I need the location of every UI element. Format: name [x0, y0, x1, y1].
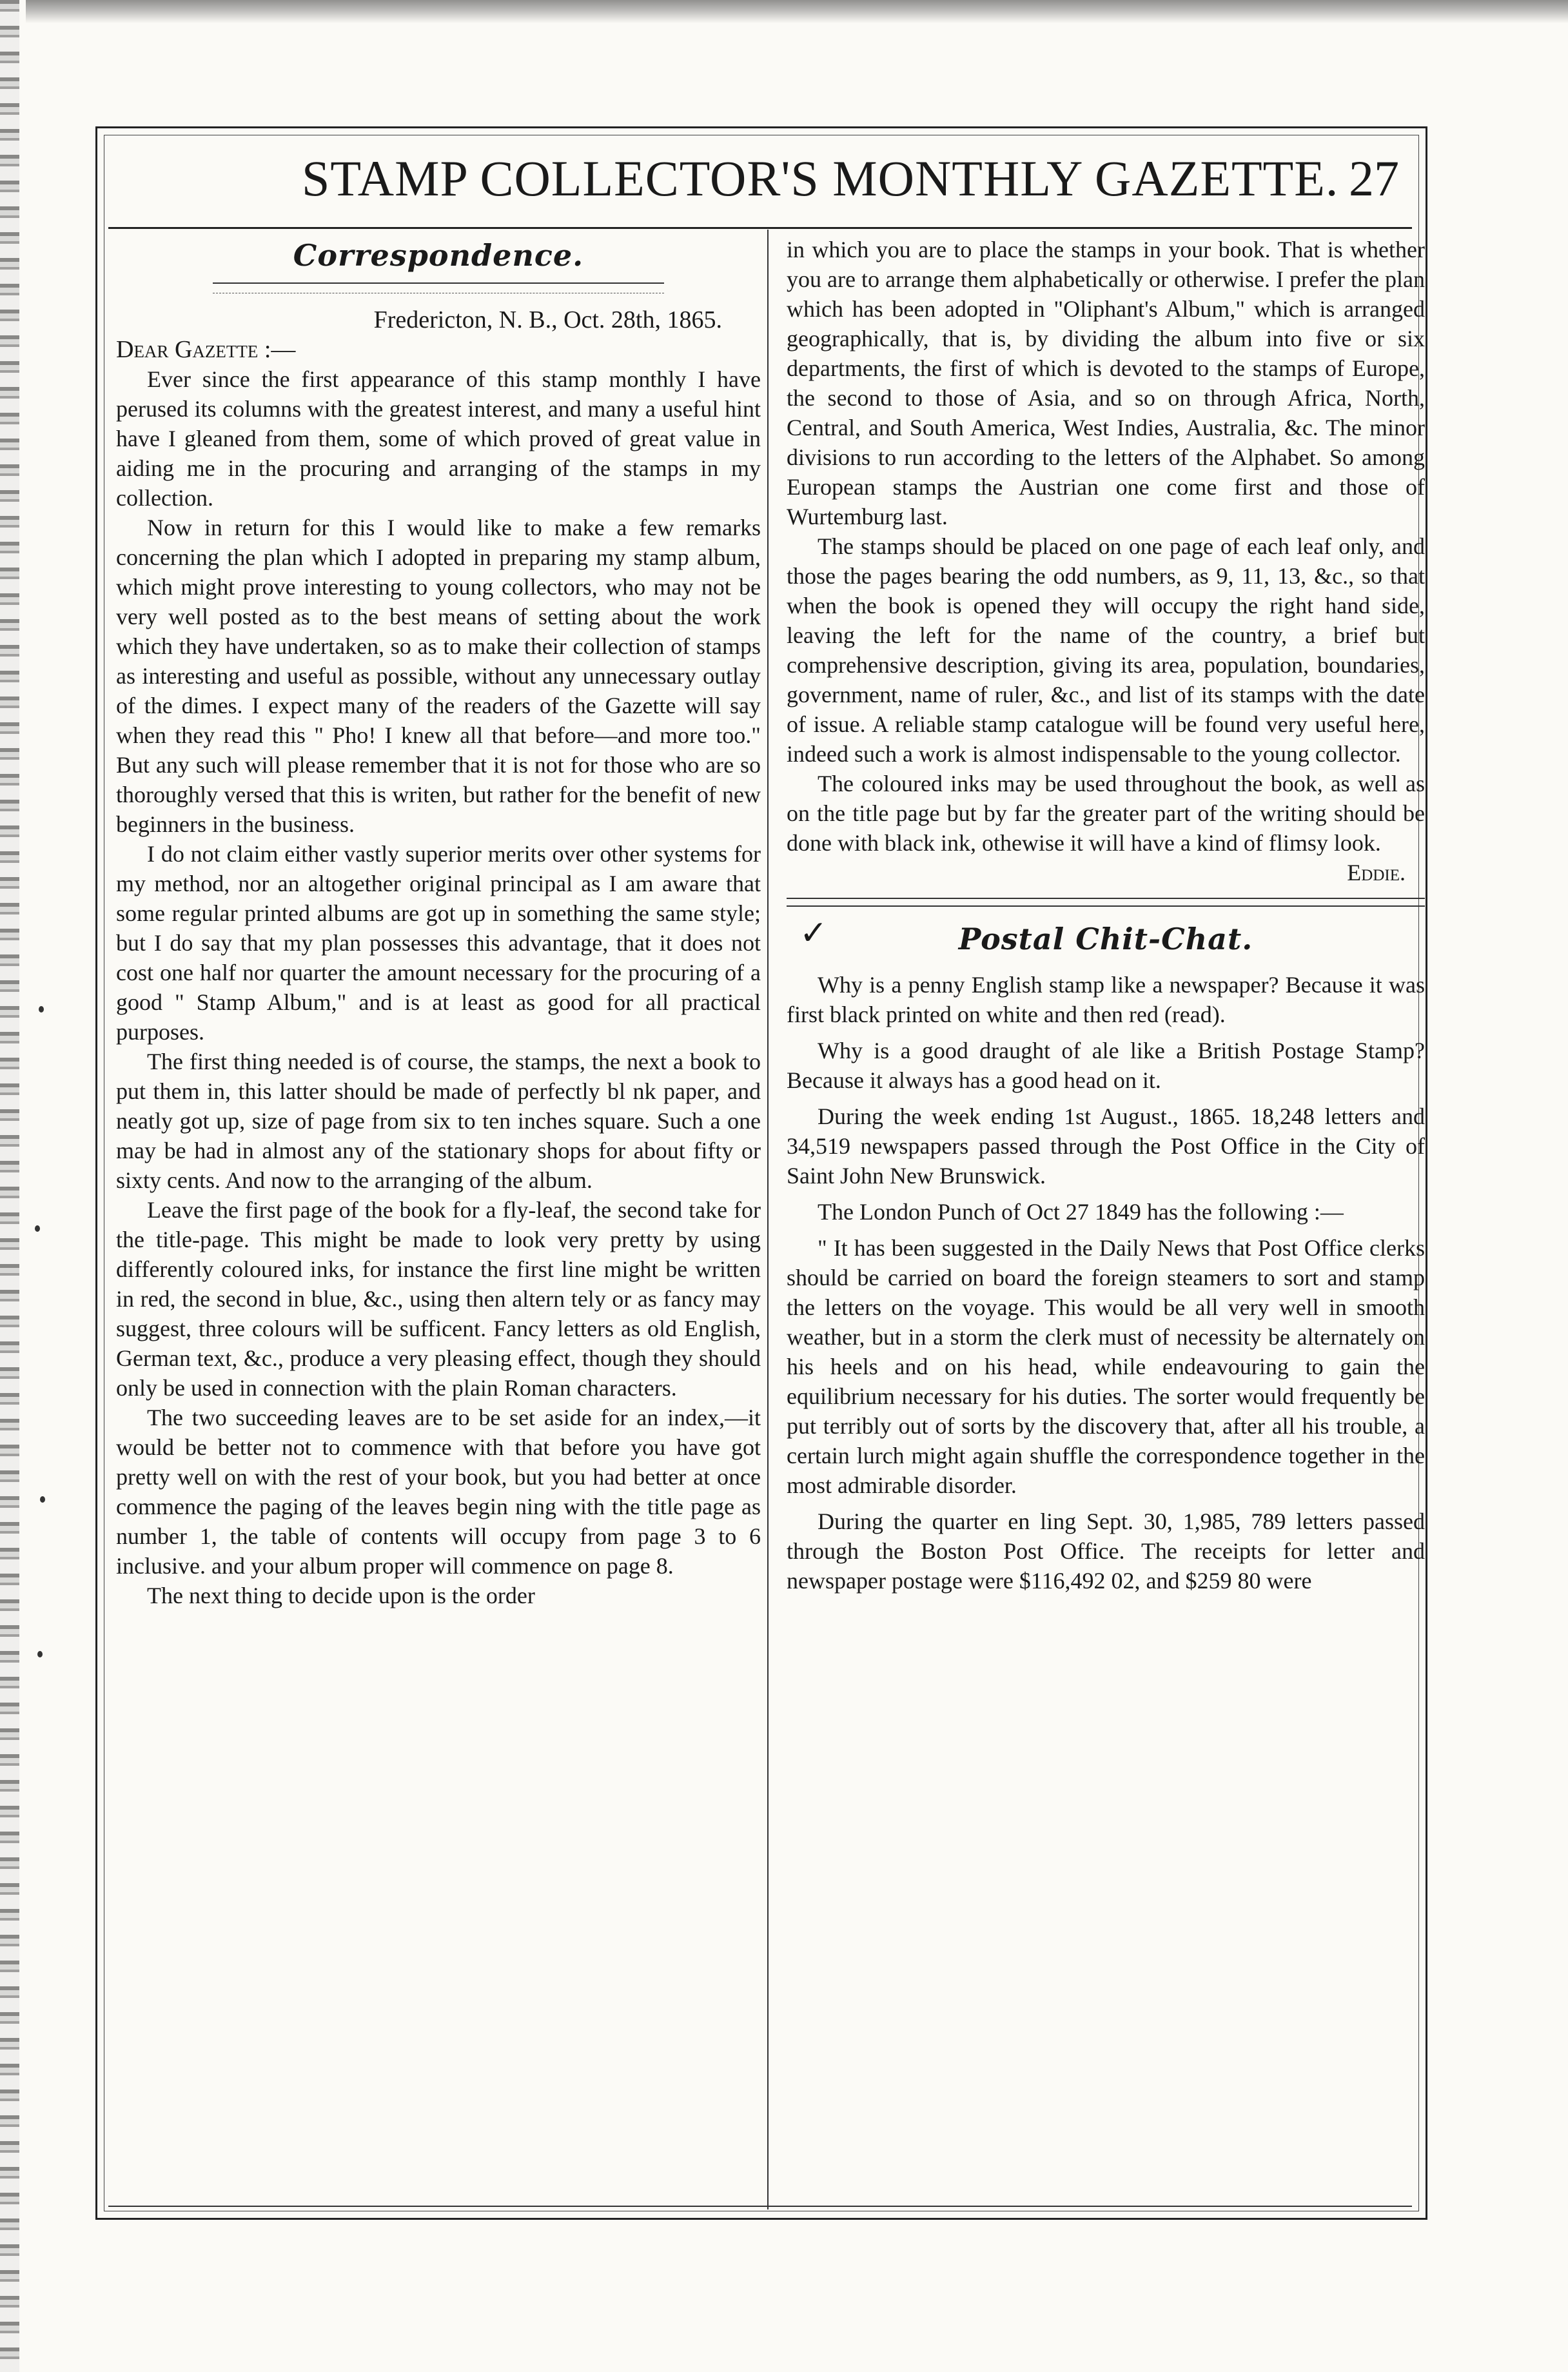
chitchat-quote: " It has been suggested in the Daily News that Post Office clerks should be carried on board the foreign steamers to sort and stamp the letters on the voyage. This would be all very well in smooth weather, but in a storm the clerk must of necessity be alternately on his heels and on his head, while endeavouring to gain the equilibrium necessary for his duties. The sorter would frequently be put terribly out of sorts by the discovery that, after all his trouble, a certain lurch might again shuffle the correspondence together in the most admirable disorder.	[787, 1235, 1425, 1498]
margin-speck	[40, 1496, 45, 1503]
letter-paragraph: The next thing to decide upon is the order	[147, 1583, 535, 1608]
letter-paragraph: I do not claim either vastly superior merits over other systems for my method, nor an altogether original principal as I am aware that some regular printed albums are got up in something the same style; but I do say that my plan possesses this advantage, that it does not cost one half nor quarter the amount necessary for the procuring of a good " Stamp Album," and is at least as good for all practical purposes.	[116, 841, 761, 1045]
letter-paragraph: The first thing needed is of course, the stamps, the next a book to put them in, this latter should be made of perfectly bl nk paper, and neatly got up, size of page from six to ten inches square. Such a one may be had in almost any of the stationary shops for about fifty or sixty cents. And now to the arranging of the album.	[116, 1049, 761, 1193]
letter-paragraph: Ever since the first appearance of this stamp monthly I have perused its columns with the greatest interest, and many a useful hint have I gleaned from them, some of which proved of great value in aiding me in the procuring and arranging of the stamps in my collection.	[116, 366, 761, 511]
letter-continued-paragraph: The stamps should be placed on one page of each leaf only, and those the pages bearing the odd numbers, as 9, 11, 13, &c., so that when the book is opened they will occupy the right hand side, leaving the left for the name of the country, a brief but comprehensive description, giving its area, population, boundaries, government, name of ruler, &c., and list of its stamps with the date of issue. A reliable stamp catalogue will be found very useful here, indeed such a work is almost indispensable to the young collector.	[787, 533, 1425, 767]
margin-speck	[35, 1225, 40, 1232]
letter-continued-paragraph: in which you are to place the stamps in your book. That is whether you are to arrange them alphabetically or otherwise. I prefer the plan which has been adopted in "Oliphant's Album," which is arranged geographically, that is, by dividing the album into five or six departments, the first of which is devoted to the stamps of Europe, the second to those of Asia, and so on through Africa, North, Central, and South America, West Indies, Australia, &c. The minor divisions to run according to the letters of the Alphabet. So among European stamps the Austrian one come first and those of Wurtemburg last.	[787, 237, 1425, 529]
chitchat-item: During the week ending 1st August., 1865. 18,248 letters and 34,519 newspapers passed through the Post Office in the City of Saint John New Brunswick.	[787, 1103, 1425, 1189]
letter-paragraph: Now in return for this I would like to make a few remarks concerning the plan which I adopted in preparing my stamp album, which might prove interesting to young collectors, who may not be very well posted as to the best means of setting about the work which they have undertaken, so as to make their collection of stamps as interesting and useful as possible, without any unnecessary outlay of the dimes. I expect many of the readers of the Gazette will say when they read this " Pho! I knew all that before—and more too." But any such will please remember that it is not for those who are so thoroughly versed that this is writen, but rather for the benefit of new beginners in the business.	[116, 515, 761, 837]
left-column	[116, 235, 761, 1610]
letter-dateline: Fredericton, N. B., Oct. 28th, 1865.	[373, 306, 722, 333]
column-divider	[767, 230, 769, 2209]
chitchat-heading-row	[787, 914, 1425, 960]
chitchat-item: Why is a good draught of ale like a British Postage Stamp? Because it always has a good head on it.	[787, 1038, 1425, 1093]
chitchat-item: During the quarter en ling Sept. 30, 1,985, 789 letters passed through the Boston Post Office. The receipts for letter and newspaper postage were $116,492 02, and $259 80 were	[787, 1508, 1425, 1594]
bottom-rule	[108, 2206, 1412, 2207]
correspondence-heading: Correspondence.	[293, 238, 584, 273]
margin-speck	[39, 1006, 44, 1013]
header-rule	[108, 227, 1412, 229]
page-header	[108, 150, 1412, 221]
gazette-title: STAMP COLLECTOR'S MONTHLY GAZETTE.	[302, 150, 1339, 206]
chitchat-item: The London Punch of Oct 27 1849 has the following :—	[818, 1199, 1344, 1225]
letter-salutation: Dear Gazette :—	[116, 336, 296, 363]
page-number: 27	[1349, 150, 1399, 206]
section-divider	[787, 898, 1425, 907]
scan-edge-shadow	[26, 0, 1568, 23]
right-column	[787, 235, 1425, 1596]
letter-paragraph: The two succeeding leaves are to be set aside for an index,—it would be better not to commence with that before you have got pretty well on with the rest of your book, but you had better at once commence the paging of the leaves begin ning with the title page as number 1, the table of contents will occupy from page 3 to 6 inclusive. and your album proper will commence on page 8.	[116, 1405, 761, 1579]
ornamental-rule	[213, 282, 664, 293]
letter-paragraph: Leave the first page of the book for a fly-leaf, the second take for the title-page. This might be made to look very pretty by using differently coloured inks, for instance the first line might be written in red, the second in blue, &c., using then altern tely or as fancy may suggest, three colours will be sufficent. Fancy letters as old English, German text, &c., produce a very pleasing effect, though they should only be used in connection with the plain Roman characters.	[116, 1197, 761, 1401]
binding-edge	[0, 0, 19, 2372]
check-mark-icon: ✓	[799, 914, 828, 953]
letter-continued-paragraph: The coloured inks may be used throughout the book, as well as on the title page but by far the greater part of the writing should be done with black ink, othewise it will have a kind of flimsy look.	[787, 771, 1425, 856]
chitchat-item: Why is a penny English stamp like a newspaper? Because it was first black printed on white and then red (read).	[787, 972, 1425, 1027]
letter-signature: Eddie.	[1347, 860, 1406, 885]
margin-speck	[37, 1651, 43, 1657]
chitchat-heading: Postal Chit-Chat.	[958, 922, 1253, 956]
